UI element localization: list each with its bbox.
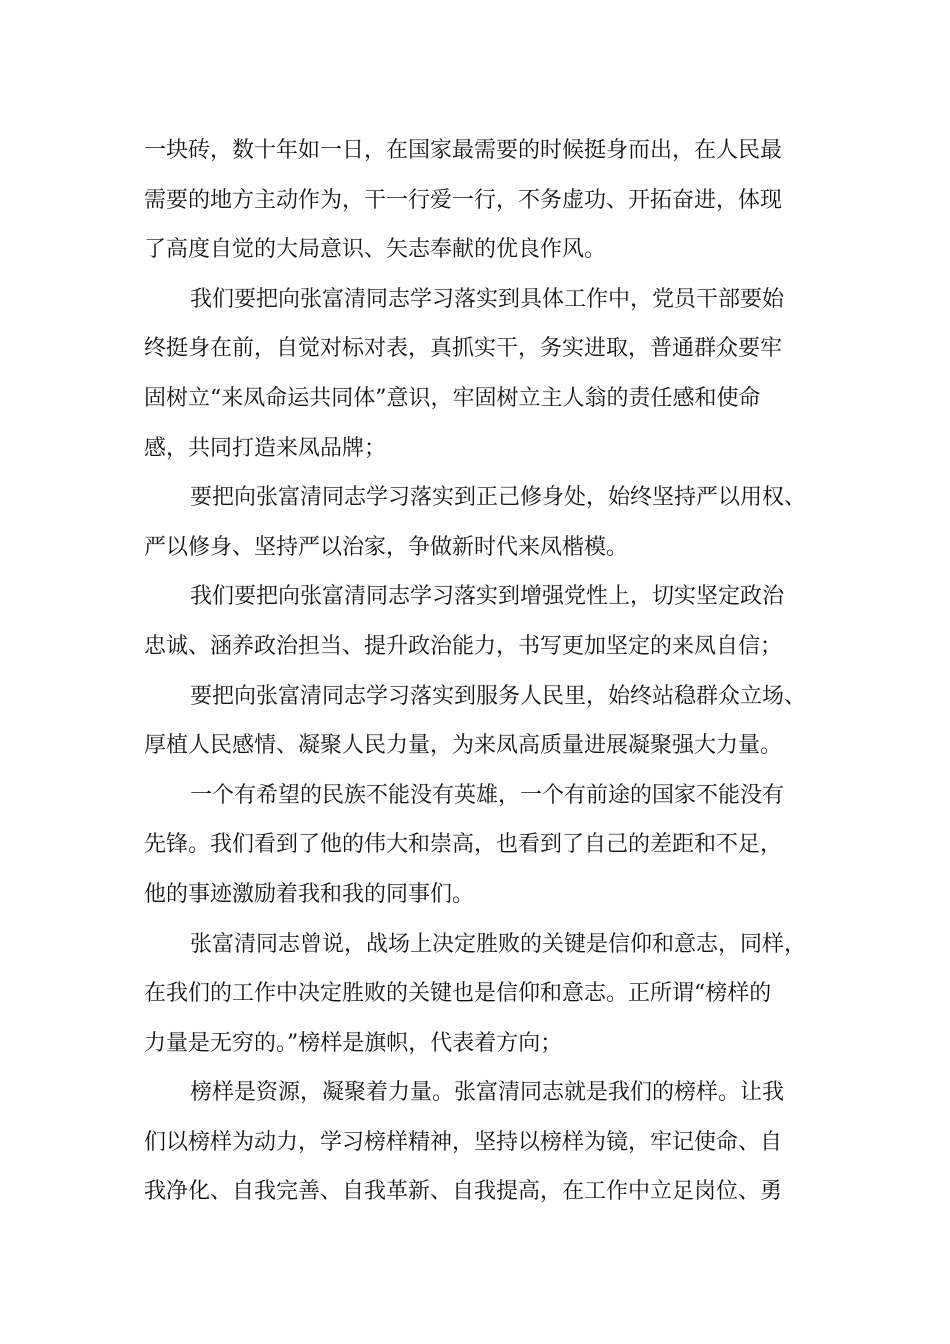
document-body	[144, 126, 824, 1217]
text-line: 在我们的工作中决定胜败的关键也是信仰和意志。正所谓“榜样的	[144, 981, 772, 1007]
text-line: 先锋。我们看到了他的伟大和崇高，也看到了自己的差距和不足，	[144, 832, 783, 858]
paragraph	[144, 771, 824, 920]
text-line: 感，共同打造来凤品牌；	[144, 435, 387, 461]
text-line: 需要的地方主动作为，干一行爱一行，不务虚功、开拓奋进，体现	[144, 187, 783, 213]
text-line: 忠诚、涵养政治担当、提升政治能力，书写更加坚定的来凤自信；	[144, 633, 783, 659]
text-line: 我净化、自我完善、自我革新、自我提高，在工作中立足岗位、勇	[144, 1179, 783, 1205]
text-line: 厚植人民感情、凝聚人民力量，为来凤高质量进展凝聚强大力量。	[144, 733, 783, 759]
paragraph	[144, 572, 824, 671]
text-line: 一个有希望的民族不能没有英雄，一个有前途的国家不能没有	[190, 782, 785, 808]
text-line: 们以榜样为动力，学习榜样精神，坚持以榜样为镜，牢记使命、自	[144, 1129, 783, 1155]
text-line: 终挺身在前，自觉对标对表，真抓实干，务实进取，普通群众要牢	[144, 336, 783, 362]
paragraph	[144, 473, 824, 572]
text-line: 榜样是资源，凝聚着力量。张富清同志就是我们的榜样。让我	[190, 1080, 785, 1106]
text-line: 一块砖，数十年如一日，在国家最需要的时候挺身而出，在人民最	[144, 138, 783, 163]
text-line: 他的事迹激励着我和我的同事们。	[144, 881, 475, 907]
paragraph	[144, 1068, 824, 1217]
text-line: 要把向张富清同志学习落实到服务人民里，始终站稳群众立场、	[190, 683, 807, 709]
text-line: 严以修身、坚持严以治家，争做新时代来凤楷模。	[144, 534, 629, 560]
text-line: 了高度自觉的大局意识、矢志奉献的优良作风。	[144, 237, 607, 263]
paragraph	[144, 275, 824, 473]
text-line: 我们要把向张富清同志学习落实到增强党性上，切实坚定政治	[190, 584, 785, 610]
text-line: 我们要把向张富清同志学习落实到具体工作中，党员干部要始	[190, 286, 785, 312]
paragraph	[144, 126, 824, 275]
text-line: 力量是无穷的。”榜样是旗帜，代表着方向；	[144, 1030, 563, 1056]
paragraph	[144, 920, 824, 1069]
text-line: 张富清同志曾说，战场上决定胜败的关键是信仰和意志，同样，	[190, 931, 807, 957]
text-line: 固树立“来凤命运共同体”意识，牢固树立主人翁的责任感和使命	[144, 385, 761, 411]
paragraph	[144, 672, 824, 771]
text-line: 要把向张富清同志学习落实到正己修身处，始终坚持严以用权、	[190, 485, 807, 511]
